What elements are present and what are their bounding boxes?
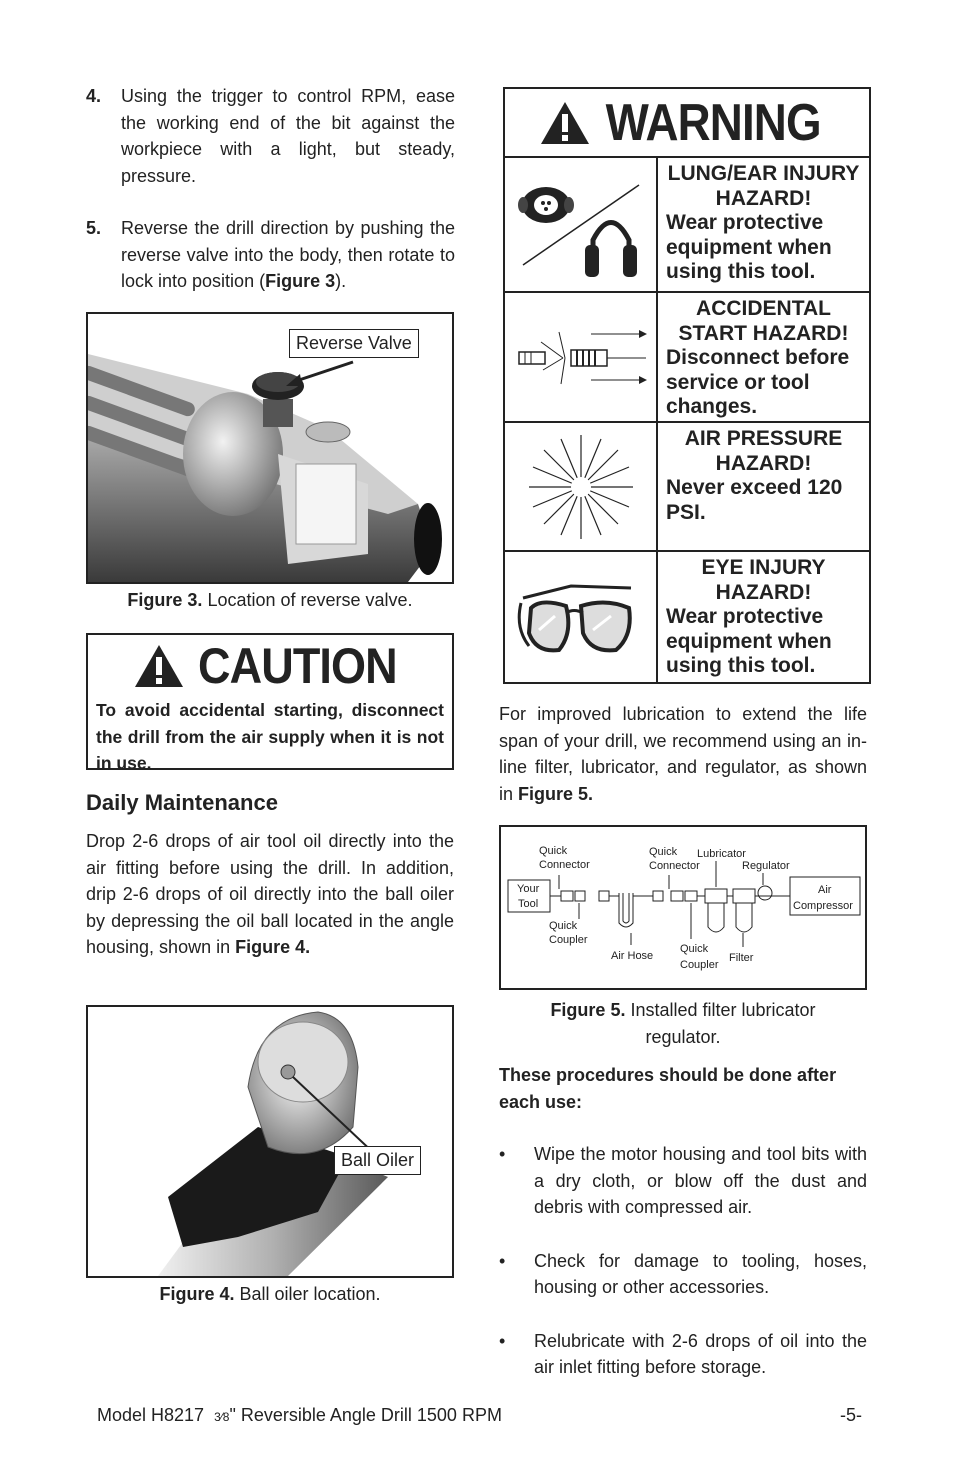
svg-text:Quick: Quick <box>680 943 709 955</box>
warning-text <box>658 158 869 291</box>
warning-row-air-pressure <box>505 421 869 550</box>
lubrication-text: For improved lubrication to extend the life span of your drill, we recommend using an in-line filter, lubricator, and regulator, as shown in Figure 5. <box>499 704 867 804</box>
list-item: • Relubricate with 2-6 drops of oil into the air inlet fitting before storage. <box>499 1330 867 1377</box>
page-number: -5- <box>840 1405 862 1425</box>
svg-text:Compressor: Compressor <box>793 900 853 912</box>
svg-text:Coupler: Coupler <box>680 959 719 971</box>
air-disconnect-icon <box>505 293 658 421</box>
ball-oiler-callout: Ball Oiler <box>334 1146 421 1175</box>
warning-header <box>505 89 869 156</box>
warning-text <box>658 423 869 550</box>
svg-text:Air Hose: Air Hose <box>611 950 654 962</box>
footer-model: Model H8217 3⁄8" Reversible Angle Drill 1500 RPM <box>97 1405 502 1425</box>
svg-text:Lubricator: Lubricator <box>697 848 746 860</box>
list-item: • Wipe the motor housing and tool bits with a dry cloth, or blow off the dust and debris with compressed air. <box>499 1144 867 1217</box>
figure-3-image <box>86 312 454 584</box>
hazard-heading: EYE INJURY HAZARD! <box>701 556 826 604</box>
respirator-earmuff-icon <box>505 158 658 291</box>
step-text: Using the trigger to control RPM, ease the working end of the bit against the workpiece with a light, but steady, pressure. <box>121 86 455 186</box>
warning-triangle-icon <box>133 643 185 689</box>
caution-header <box>88 635 452 697</box>
svg-text:Your: Your <box>517 883 540 895</box>
warning-row-accidental-start <box>505 291 869 421</box>
warning-title: WARNING <box>605 93 821 152</box>
svg-text:Quick: Quick <box>539 845 568 857</box>
svg-text:Filter: Filter <box>729 952 754 964</box>
warning-row-lung-ear <box>505 156 869 291</box>
svg-text:Connector: Connector <box>649 860 700 872</box>
warning-text <box>658 552 869 684</box>
warning-triangle-icon <box>539 100 591 146</box>
svg-text:Regulator: Regulator <box>742 860 790 872</box>
caution-title: CAUTION <box>197 638 397 694</box>
svg-text:Air: Air <box>818 884 832 896</box>
step-4 <box>86 83 455 189</box>
daily-maintenance-heading: Daily Maintenance <box>86 790 278 815</box>
hazard-heading: ACCIDENTAL START HAZARD! <box>678 297 849 345</box>
warning-box <box>503 87 871 684</box>
ball-oiler-illustration <box>88 1007 452 1276</box>
step-number: 4. <box>86 86 102 106</box>
daily-maintenance-text: Drop 2-6 drops of air tool oil directly into the air fitting before using the drill. In addition, drip 2-6 drops of oil directly into the ball oiler by depressing the oil ball located in the angle housing, shown in Figure 4. <box>86 831 454 957</box>
hazard-body: Wear protective equipment when using this tool. <box>666 605 832 677</box>
svg-text:Tool: Tool <box>518 898 539 910</box>
hazard-heading: LUNG/EAR INJURY HAZARD! <box>667 162 860 210</box>
list-item: • Check for damage to tooling, hoses, housing or other accessories. <box>499 1250 867 1297</box>
figure-4-caption: Figure 4. Ball oiler location. <box>159 1284 381 1304</box>
caution-box <box>86 633 454 773</box>
svg-text:Coupler: Coupler <box>549 934 588 946</box>
hazard-heading: AIR PRESSURE HAZARD! <box>684 427 843 475</box>
figure-5-diagram <box>499 825 867 990</box>
step-list <box>86 83 455 295</box>
step-text: Reverse the drill direction by pushing the reverse valve into the body, then rotate to lock into position (Figure 3). <box>121 218 455 291</box>
procedures-heading: These procedures should be done after each use: <box>499 1065 837 1112</box>
step-number: 5. <box>86 218 102 238</box>
hazard-body: Wear protective equipment when using this tool. <box>666 211 832 283</box>
caution-text: To avoid accidental starting, disconnect the drill from the air supply when it is not in use. <box>96 700 444 773</box>
safety-glasses-icon <box>505 552 658 684</box>
svg-text:Quick: Quick <box>649 846 678 858</box>
reverse-valve-callout: Reverse Valve <box>289 329 419 358</box>
figure-4-image <box>86 1005 454 1278</box>
svg-text:Connector: Connector <box>539 859 590 871</box>
figure-3-caption: Figure 3. Location of reverse valve. <box>127 590 413 610</box>
figure-5-caption: Figure 5. Installed filter lubricator regulator. <box>550 1000 816 1047</box>
warning-text <box>658 293 869 421</box>
svg-text:Quick: Quick <box>549 920 578 932</box>
explosion-icon <box>505 423 658 550</box>
step-5 <box>86 215 455 295</box>
warning-row-eye-injury <box>505 550 869 684</box>
procedures-list <box>499 1141 867 1381</box>
hazard-body: Disconnect before service or tool changes. <box>666 346 850 418</box>
filter-lubricator-regulator-diagram <box>501 827 865 988</box>
hazard-body: Never exceed 120 PSI. <box>666 476 843 524</box>
